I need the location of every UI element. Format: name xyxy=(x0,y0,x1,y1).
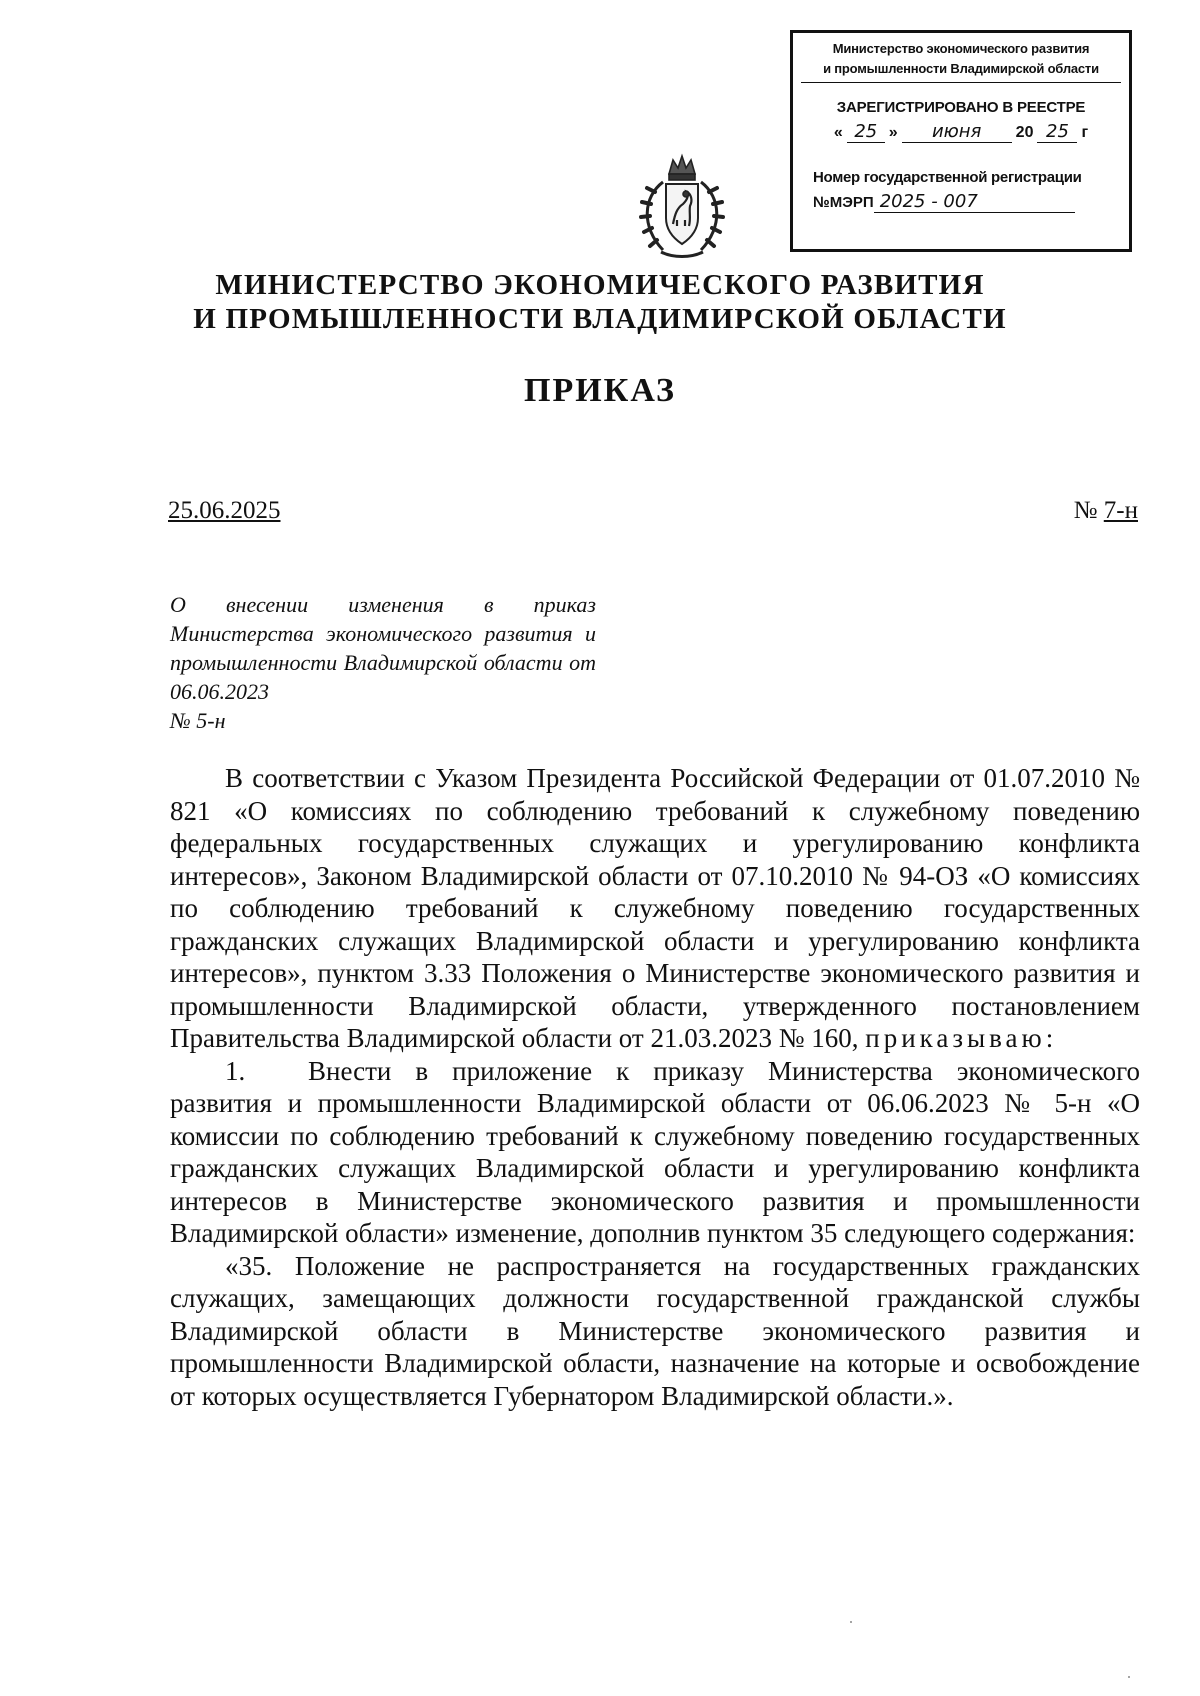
stamp-org-line1: Министерство экономического развития xyxy=(832,41,1090,56)
stamp-reg-number-row xyxy=(801,192,1121,213)
stamp-reg-number: 2025 - 007 xyxy=(874,192,1075,213)
order-number xyxy=(1074,497,1138,525)
order-subject xyxy=(170,590,596,735)
stamp-org-line2: и промышленности Владимирской области xyxy=(823,61,1099,76)
order-number-value: 7-н xyxy=(1103,497,1138,524)
ministry-name xyxy=(0,268,1200,336)
order-command: приказываю: xyxy=(865,1023,1058,1053)
preamble-paragraph xyxy=(170,762,1140,1055)
order-date: 25.06.2025 xyxy=(168,497,281,524)
scan-speck xyxy=(850,1621,852,1623)
stamp-date-open: « xyxy=(833,124,843,141)
stamp-date-month: июня xyxy=(902,122,1012,143)
stamp-date-year-prefix: 20 xyxy=(1015,124,1034,141)
ministry-name-line1: МИНИСТЕРСТВО ЭКОНОМИЧЕСКОГО РАЗВИТИЯ xyxy=(215,269,985,301)
stamp-date-close: » xyxy=(888,124,898,141)
item-1-number: 1. xyxy=(225,1055,246,1086)
stamp-reg-number-label: Номер государственной регистрации xyxy=(813,169,1082,186)
item-1-text: Внести в приложение к приказу Министерства экономического развития и промышленности Владимирской области от 06.06.2023 № 5-н «О комиссии по соблюдению требований к служебному поведению государственных гражданских служащих Владимирской области и урегулированию конфликта интересов в Министерстве экономического развития и промышленности Владимирской области» изменение, дополнив пунктом 35 следующего содержания: xyxy=(170,1055,1140,1248)
stamp-date-year: 25 xyxy=(1037,122,1077,143)
stamp-date-day: 25 xyxy=(847,122,885,143)
registration-stamp xyxy=(790,30,1132,252)
order-subject-last-line: № 5-н xyxy=(170,708,226,733)
item-35-paragraph: «35. Положение не распространяется на государственных гражданских служащих, замещающих должности государственной гражданской службы Владимирской области в Министерстве экономического развития и промышленности Владимирской области, назначение на которые и освобождение от которых осуществляется Губернатором Владимирской области.». xyxy=(170,1250,1140,1411)
item-1-paragraph xyxy=(170,1055,1140,1250)
document-title: ПРИКАЗ xyxy=(524,372,676,409)
stamp-divider xyxy=(801,82,1121,83)
stamp-reg-prefix: №МЭРП xyxy=(813,194,874,211)
ministry-name-line2: И ПРОМЫШЛЕННОСТИ ВЛАДИМИРСКОЙ ОБЛАСТИ xyxy=(193,303,1007,335)
coat-of-arms-icon xyxy=(633,152,731,262)
preamble-text: В соответствии с Указом Президента Российской Федерации от 01.07.2010 № 821 «О комиссиях по соблюдению требований к служебному поведению федеральных государственных служащих и урегулированию конфликта интересов», Законом Владимирской области от 07.10.2010 № 94-ОЗ «О комиссиях по соблюдению требований к служебному поведению государственных гражданских служащих Владимирской области и урегулированию конфликта интересов», пунктом 3.33 Положения о Министерстве экономического развития и промышленности Владимирской области, утвержденного постановлением Правительства Владимирской области от 21.03.2023 № 160, xyxy=(170,763,1140,1053)
order-body xyxy=(170,762,1140,1412)
order-number-prefix: № xyxy=(1073,497,1104,524)
stamp-date xyxy=(801,122,1121,143)
stamp-date-year-suffix: г xyxy=(1081,124,1089,141)
scan-speck xyxy=(1128,1676,1130,1678)
order-subject-text: О внесении изменения в приказ Министерства экономического развития и промышленности Владимирской области от 06.06.2023 xyxy=(170,592,596,704)
stamp-registered-label: ЗАРЕГИСТРИРОВАНО В РЕЕСТРЕ xyxy=(836,99,1086,116)
